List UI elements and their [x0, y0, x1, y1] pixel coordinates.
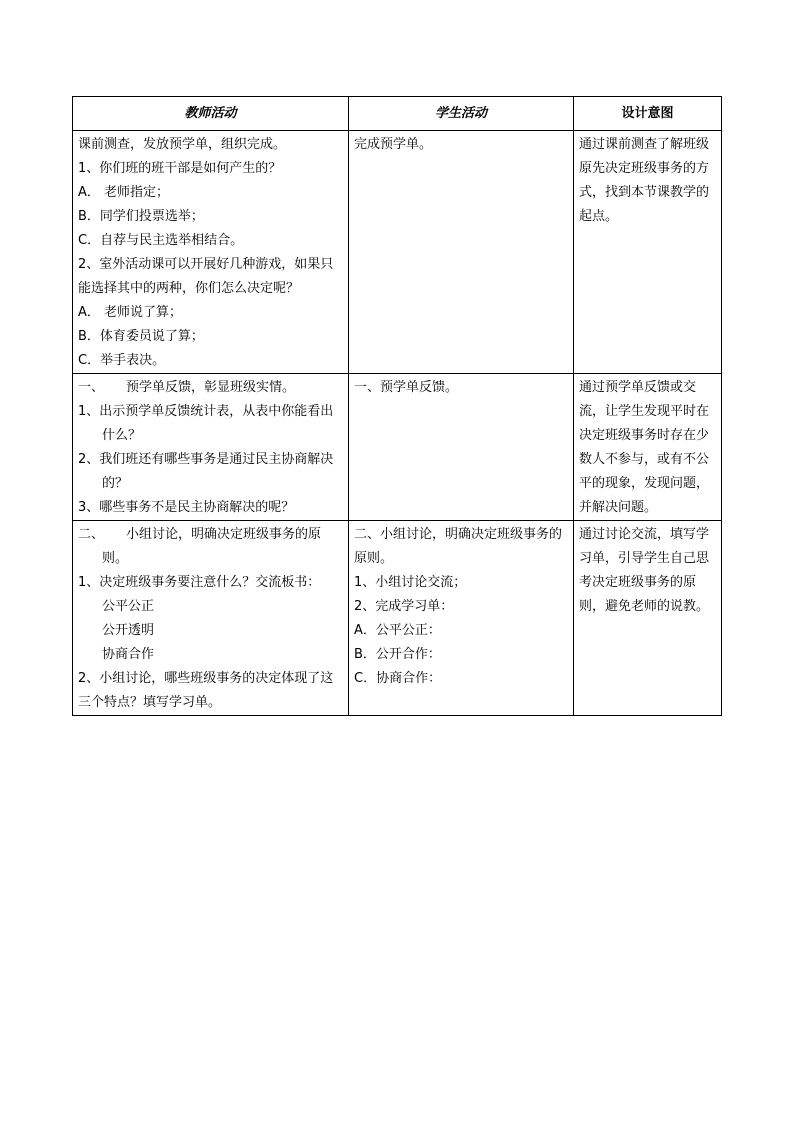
- teacher-line: 1、你们班的班干部是如何产生的？: [78, 161, 282, 176]
- student-line: 一、预学单反馈。: [354, 380, 459, 395]
- board-point: 协商合作: [102, 647, 155, 662]
- design-intent-cell: [574, 131, 722, 374]
- student-line: C．协商合作：: [354, 671, 442, 686]
- section-number: 二、: [78, 527, 105, 542]
- teacher-activity-cell: [73, 521, 349, 716]
- header-student-activity: 学生活动: [349, 97, 574, 131]
- section-title: 小组讨论，明确决定班级事务的原则。: [102, 527, 322, 566]
- teacher-line: B．同学们投票选举；: [78, 209, 204, 224]
- student-activity-cell: [349, 374, 574, 521]
- teacher-line: 3、哪些事务不是民主协商解决的呢？: [78, 500, 295, 515]
- teacher-line: 2、小组讨论，哪些班级事务的决定体现了这三个特点？填写学习单。: [78, 671, 334, 710]
- section-heading: [78, 376, 343, 400]
- header-design-intent: 设计意图: [574, 97, 722, 131]
- teacher-line: 2、室外活动课可以开展好几种游戏，如果只能选择其中的两种，你们怎么决定呢？: [78, 257, 334, 296]
- teacher-line: 1、出示预学单反馈统计表，从表中你能看出什么？: [78, 404, 334, 443]
- teacher-line: 课前测查，发放预学单，组织完成。: [78, 137, 287, 152]
- teacher-activity-cell: [73, 374, 349, 521]
- board-point: 公平公正: [102, 599, 155, 614]
- design-intent-cell: [574, 521, 722, 716]
- teacher-line: 1、决定班级事务要注意什么？交流板书：: [78, 575, 321, 590]
- intent-text: 通过讨论交流，填写学习单，引导学生自己思考决定班级事务的原则，避免老师的说教。: [579, 527, 710, 614]
- student-line: 完成预学单。: [354, 137, 433, 152]
- intent-text: 通过课前测查了解班级原先决定班级事务的方式，找到本节课教学的起点。: [579, 137, 710, 224]
- teacher-line: A． 老师指定；: [78, 185, 170, 200]
- board-point: 公开透明: [102, 623, 155, 638]
- student-activity-cell: [349, 131, 574, 374]
- design-intent-cell: [574, 374, 722, 521]
- section-heading: [78, 523, 343, 571]
- section-number: 一、: [78, 380, 105, 395]
- table-row: [73, 131, 722, 374]
- student-line: A．公平公正：: [354, 623, 441, 638]
- intent-text: 通过预学单反馈或交流，让学生发现平时在决定班级事务时存在少数人不参与，或有不公平的现象，发现问题，并解决问题。: [579, 380, 710, 515]
- header-teacher-activity: 教师活动: [73, 97, 349, 131]
- header-row: [73, 97, 722, 131]
- student-activity-cell: [349, 521, 574, 716]
- lesson-plan-table: [72, 96, 722, 716]
- teacher-line: C．举手表决。: [78, 353, 166, 368]
- student-line: 2、完成学习单：: [354, 599, 454, 614]
- student-line: 1、小组讨论交流；: [354, 575, 467, 590]
- table-row: [73, 521, 722, 716]
- table-row: [73, 374, 722, 521]
- student-line: 二、小组讨论，明确决定班级事务的原则。: [354, 527, 563, 566]
- student-line: B．公开合作：: [354, 647, 441, 662]
- teacher-activity-cell: [73, 131, 349, 374]
- teacher-line: B．体育委员说了算；: [78, 329, 204, 344]
- teacher-line: A． 老师说了算；: [78, 305, 183, 320]
- section-title: 预学单反馈，彰显班级实情。: [126, 380, 296, 395]
- teacher-line: 2、我们班还有哪些事务是通过民主协商解决的？: [78, 452, 334, 491]
- teacher-line: C．自荐与民主选举相结合。: [78, 233, 244, 248]
